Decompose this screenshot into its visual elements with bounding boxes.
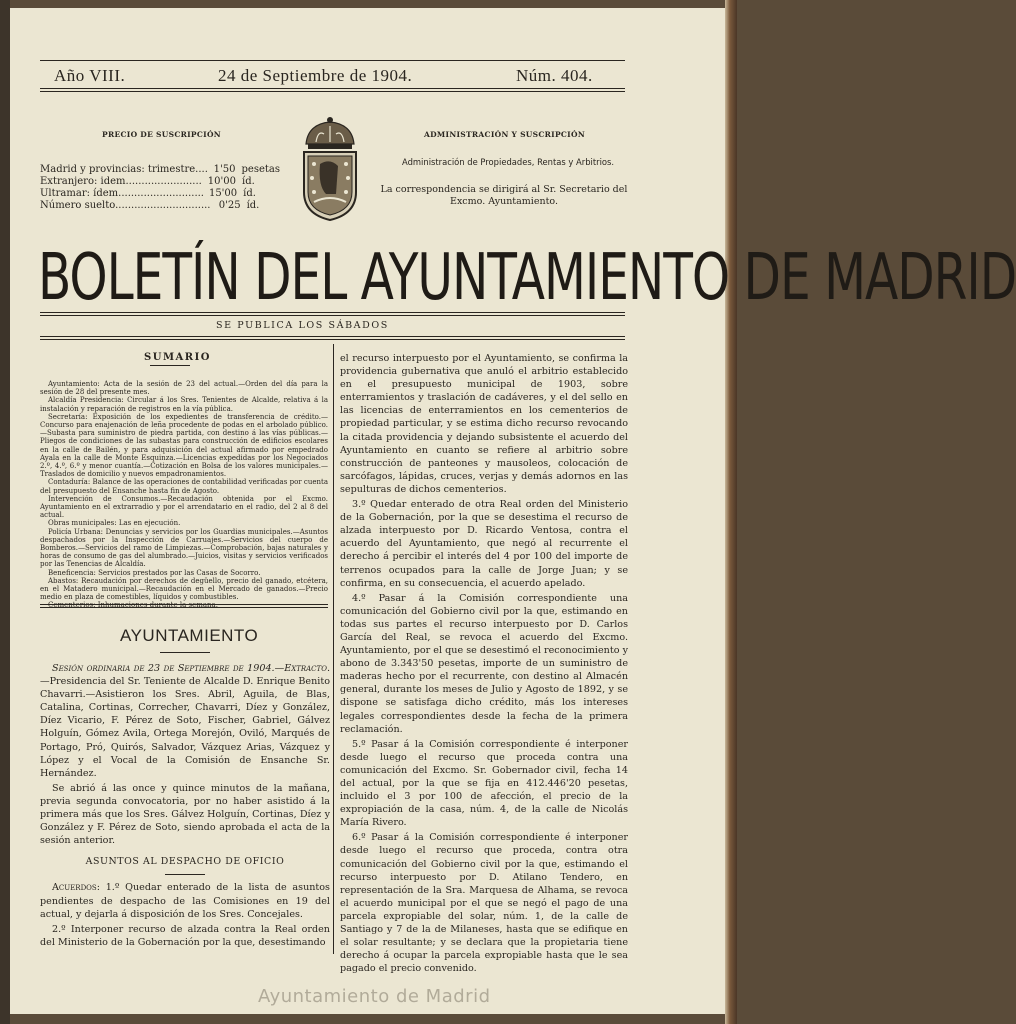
asuntos-subheading: ASUNTOS AL DESPACHO DE OFICIO [85, 856, 285, 868]
ayuntamiento-heading-underline [160, 652, 210, 653]
session-opening: Se abrió á las once y quince minutos de la mañana, previa segunda convocatoria, por no haber asistido á la primera más que los Sres. Gálvez Holguín, Cortinas, Díez y González y F. Pérez de Soto, siendo aprobada el acta de la sesión anterior. [40, 782, 330, 847]
summary-end-rule-2 [40, 607, 328, 608]
summary-list [40, 380, 328, 610]
subscription-title: PRECIO DE SUSCRIPCIÓN [102, 130, 221, 139]
masthead-rule-2 [40, 315, 625, 316]
column-divider [333, 344, 334, 954]
right-paragraph-2: 3.º Quedar enterado de otra Real orden del Ministerio de la Gobernación, por la que se desestima el recurso de alzada interpuesto por D. Ricardo Ventosa, contra el acuerdo del Ayuntamiento, que negó al recurrente el derecho á percibir el interés del 4 por 100 del importe de terrenos ocupados para la calle de Jorge Juan; y se confirma, en su consecuencia, el acuerdo apelado. [340, 499, 628, 589]
masthead-title: BOLETÍN DEL AYUNTAMIENTO DE MADRID [38, 240, 1016, 315]
price-row: Número suelto.............................. 0'25 íd. [40, 200, 260, 211]
masthead-subtitle: SE PUBLICA LOS SÁBADOS [216, 320, 389, 331]
header-bottom-rule [40, 88, 625, 89]
newspaper-page [10, 8, 1016, 1014]
right-column-body [340, 352, 628, 977]
session-paragraph: Sesión ordinaria de 23 de Septiembre de 1904.—Extracto.—Presidencia del Sr. Teniente de Alcalde D. Enrique Benito Chavarri.—Asistieron los Sres. Abril, Aguila, de Blas, Catalina, Cortinas, Correcher, Chavarri, Díez y González, Díez Vicario, F. Pérez de Soto, Fischer, Gabriel, Gálvez Holguín, Gómez Avila, Ortega Morejón, Oviló, Marqués de Portago, Pró, Quirós, Salvador, Vázquez Arias, Vázquez y López y el Vocal de la Comisión de Ensanche Sr. Hernández. [40, 663, 330, 779]
asuntos-underline [165, 874, 205, 875]
issue-date: 24 de Septiembre de 1904. [218, 66, 413, 85]
masthead-rule [40, 312, 625, 313]
subtitle-rule-2 [40, 339, 625, 340]
right-paragraph-4: 5.º Pasar á la Comisión correspondiente é interponer desde luego el recurso que proceda contra una comunicación del Excmo. Sr. Gobernador civil, fecha 14 del actual, por la que se fija en 412.446'20 pesetas, incluido el 3 por 100 de afección, el precio de la expropiación de la casa, núm. 4, de la calle de Nicolás María Rivero. [340, 738, 628, 829]
ayuntamiento-heading: AYUNTAMIENTO [120, 626, 259, 645]
subscription-price-list [40, 164, 280, 212]
right-paragraph-5: 6.º Pasar á la Comisión correspondiente é interponer desde luego el recurso que proceda, contra otra comunicación del Gobierno civil por la que, estimando el recurso interpuesto por D. Atilano Tendero, en representación de la Sra. Marquesa de Alhama, se revoca el acuerdo municipal por el que se negó el pago de una parcela expropiable del solar, núm. 1, de la calle de Santiago y 7 de la de Milaneses, hasta que se edifique en el solar resultante; y se declara que la propietaria tiene derecho á ocupar la parcela expropiable hasta que le sea pagado el precio convenido. [340, 832, 628, 975]
price-row: Extranjero: idem........................ 10'00 íd. [40, 176, 255, 187]
summary-item: Obras municipales: Las en ejecución. [48, 519, 181, 528]
administration-subtitle: Administración de Propiedades, Rentas y Arbitrios. [402, 157, 615, 167]
madrid-coat-of-arms-icon [298, 114, 362, 224]
book-spine [0, 0, 10, 1024]
right-paragraph-3: 4.º Pasar á la Comisión correspondiente una comunicación del Gobierno civil por la que, estimando en todas sus partes el recurso interpuesto por D. Carlos García del Real, se revoca el acuerdo del Excmo. Ayuntamiento, por el que se desestimó el reconocimiento y abono de 3.343'50 pesetas, importe de un suministro de maderas hecho por el recurrente, con destino al Almacén general, durante los meses de Julio y Agosto de 1892, y se dispone se satisfaga dicho crédito, más los intereses legales correspondientes desde la fecha de la primera reclamación. [340, 592, 628, 735]
issue-year: Año VIII. [54, 66, 126, 85]
administration-note: La correspondencia se dirigirá al Sr. Secretario del Excmo. Ayuntamiento. [380, 184, 628, 207]
issue-number: Núm. 404. [516, 66, 593, 85]
ayuntamiento-body [40, 662, 330, 951]
page-edge [725, 0, 737, 1024]
watermark: Ayuntamiento de Madrid [258, 986, 491, 1007]
summary-item: Abastos: Recaudación por derechos de degüello, precio del ganado, etcétera, en el Matadero municipal.—Recaudación en el Mercado de ganados.—Precio medio en plaza de comestibles, líquidos y combustibles. [40, 576, 328, 602]
summary-heading: SUMARIO [144, 352, 211, 363]
acuerdo-2: 2.º Interponer recurso de alzada contra la Real orden del Ministerio de la Gobernación por la que, desestimando [40, 923, 330, 948]
summary-item: Cementerios: Inhumaciones durante la semana. [48, 601, 218, 610]
summary-item: Contaduría: Balance de las operaciones de contabilidad verificadas por cuenta del presupuesto del Ensanche hasta fin de Agosto. [40, 478, 328, 495]
price-row: Ultramar: ídem........................... 15'00 íd. [40, 188, 256, 199]
summary-item: Intervención de Consumos.—Recaudación obtenida por el Excmo. Ayuntamiento en el extrarradio y por el arrendatario en el radio, del 2 al 8 del actual. [40, 494, 328, 520]
summary-end-rule [40, 604, 328, 605]
summary-item: Alcaldía Presidencia: Circular á los Sres. Tenientes de Alcalde, relativa á la instalación y reparación de registros en la vía pública. [40, 396, 328, 413]
summary-item: Policía Urbana: Denuncias y servicios por los Guardias municipales.—Asuntos despachados por la Inspección de Carruajes.—Servicios del cuerpo de Bomberos.—Servicios del ramo de Limpiezas.—Comprobación, bajas naturales y horas de consumo de gas del alumbrado.—Juicios, visitas y servicios verificados por las Tenencias de Alcaldía. [40, 527, 328, 569]
summary-item: Secretaría: Exposición de los expedientes de transferencia de crédito.—Concurso para enajenación de leña procedente de podas en el arbolado público.—Subasta para suministro de piedra partida, con destino á las vías públicas.—Pliegos de condiciones de las subastas para construcción de edificios escolares en la calle de Bailén, y para adquisición del actual afirmado por empedrado Ayala en la calle de Monte Esquinza.—Licencias expedidas por los Negociados 2.º, 4.º, 6.º y menor cuantía.—Cotización en Bolsa de los valores municipales.—Traslados de domicilio y nuevos empadronamientos. [40, 412, 328, 479]
summary-item: Ayuntamiento: Acta de la sesión de 23 del actual.—Orden del día para la sesión de 28 del presente mes. [40, 380, 328, 397]
summary-heading-underline [150, 365, 190, 366]
summary-item: Beneficencia: Servicios prestados por las Casas de Socorro. [48, 568, 261, 577]
header-bottom-rule-2 [40, 91, 625, 92]
price-row: Madrid y provincias: trimestre.... 1'50 pesetas [40, 164, 280, 175]
acuerdo-1: Acuerdos: 1.º Quedar enterado de la lista de asuntos pendientes de despacho de las Comisiones en 19 del actual, y dejarla á disposición de los Sres. Concejales. [40, 882, 330, 920]
header-top-rule [40, 60, 625, 61]
subtitle-rule [40, 336, 625, 337]
right-paragraph-1: el recurso interpuesto por el Ayuntamiento, se confirma la providencia gubernativa que anuló el arbitrio establecido en el presupuesto municipal de 1903, sobre enterramientos y traslación de cadáveres, y el del sello en las licencias de enterramientos en los cementerios de propiedad particular, y se estima dicho recurso revocando la citada providencia y dejando subsistente el acuerdo del Ayuntamiento en cuanto se refiere al arbitrio sobre construcción de panteones y mausoleos, colocación de sarcófagos, lápidas, cruces, verjas y demás adornos en las sepulturas de dichos cementerios. [340, 353, 628, 495]
administration-title: ADMINISTRACIÓN Y SUSCRIPCIÓN [424, 130, 585, 139]
